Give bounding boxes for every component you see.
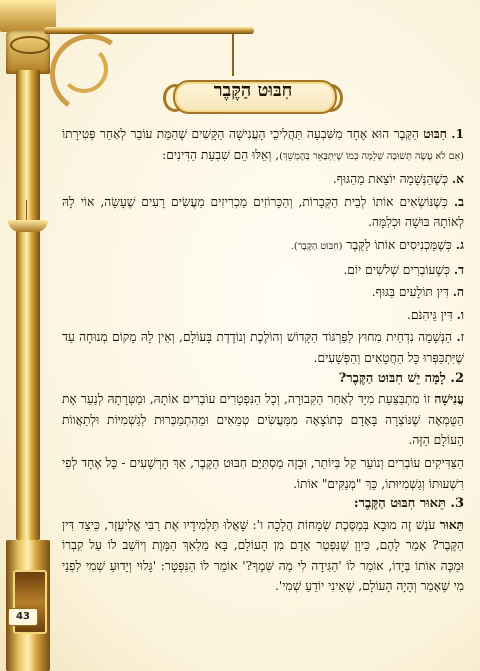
title-banner xyxy=(163,76,343,114)
list-label: ג. xyxy=(455,237,464,252)
section-3-lead-word: תֵּאוּר xyxy=(439,517,464,532)
section-1-intro xyxy=(62,124,464,167)
section-3-text: עֹנֶשׁ זֶה מוּבָא בְּמַסֶּכֶת שְׂמָחוֹת הֲלָכָה ו': שָׁאֲלוּ תַּלְמִידָיו אֶת רַבִּי אֱלִיעֶזֶר, כֵּיצַד דִּין הַקֶּבֶר? אָמַר לָהֶם, כֵּיוָן שֶׁנִּפְטַר אָדָם מִן הָעוֹלָם, בָּא מַלְאַךְ הַמָּוֶת וְיוֹשֵׁב לוֹ עַל קִבְרוֹ וּמַכֶּה אוֹתוֹ בְּיָדוֹ, אוֹמֵר לוֹ 'הַגִּידָה לִי מַה שְּׁמֶךָ?' אוֹמֵר לוֹ הַנִּפְטָר: 'גָּלוּי וְיָדוּעַ שְׁמִי לִפְנֵי מִי שֶׁאָמַר וְהָיָה הָעוֹלָם, שֶׁאֵינִי יוֹדֵעַ שְׁמִי'. xyxy=(62,517,464,594)
section-3-paragraph xyxy=(62,515,464,597)
pillar-shaft xyxy=(16,70,40,540)
list-text: הַנְּשָׁמָה נִדְחֵית מִחוּץ לַפַּרְגּוֹד הַקָּדוֹשׁ וְהוֹלֶכֶת וְנוֹדֶדֶת בָּעוֹלָם, וְאֵין לָהּ מָקוֹם מְנוּחָה עַד שֶׁיִּתְכַּפְּרוּ כָּל הַחֲטָאִים וְהַפְּשָׁעִים. xyxy=(62,330,464,365)
list-text: דִּין גֵּיהִנֹּם. xyxy=(407,307,453,322)
scale-pan-icon xyxy=(8,220,48,232)
section-3-heading: 3. תֵּאוּר חִבּוּט הַקֶּבֶר: xyxy=(353,496,464,512)
article-body xyxy=(62,124,464,597)
pillar-base xyxy=(6,540,50,671)
gold-pillar-decoration xyxy=(6,0,50,671)
scale-chain xyxy=(26,200,27,222)
page-title: חִבּוּט הַקֶּבֶר xyxy=(213,80,293,101)
section-1-text: הַקֶּבֶר הוּא אֶחָד מִשִּׁבְעָה תַּהֲלִיכֵי הָעֲנִישָׁה הַקָּשִׁים שֶׁהַמֵּת עוֹבֵר לְאַחַר פְּטִירָתוֹ xyxy=(62,127,419,141)
list-item xyxy=(62,192,464,233)
section-2-text: זוֹ מִתְבַּצַּעַת מִיָּד לְאַחַר הַקְּבוּרָה, וְכָל הַנִּפְטָרִים עוֹבְרִים אוֹתָהּ, וּמַטְּרָתָהּ לְנַעֵר אֶת הַטֻּמְאָה שֶׁנּוֹצְרָה בָּאָדָם כְּתוֹצָאָה מִמַּעֲשִׂים טְמֵאִים וּמֵהִתְמַכְּרוּת לְגַשְׁמִיּוֹת וּלְתַאֲווֹת הָעוֹלָם הַזֶּה. xyxy=(62,392,464,448)
list-text: כְּשֶׁהַנְּשָׁמָה יוֹצֵאת מֵהַגּוּף. xyxy=(332,172,449,187)
list-label: ו. xyxy=(456,307,464,322)
list-text: כְּשֶׁנּוֹשְׂאִים אוֹתוֹ לְבֵית הַקְּבָרוֹת, וְהַכָּרוֹזִים מַכְרִיזִים מַעֲשִׂים רָעִים שֶׁעָשָׂה, אוֹי לָהּ לְאוֹתָהּ בּוּשָׁה וּכְלִמָּה. xyxy=(62,194,464,230)
list-label: ד. xyxy=(453,262,464,277)
section-1-number: 1. xyxy=(451,127,465,141)
page-number: 43 xyxy=(8,608,38,626)
section-2-heading: 2. לָמָּה יֵשׁ חִבּוּט הַקֶּבֶר? xyxy=(338,370,464,386)
hanging-bracket-arm xyxy=(44,27,254,34)
list-label: ה. xyxy=(452,285,464,300)
section-1-note: (אִם לֹא עָשָׂה תְּשׁוּבָה שְׁלֵמָה כְּמוֹ שֶׁיִּתְבָּאֵר בְּהֶמְשֵׁךְ) xyxy=(279,150,464,162)
list-label: א. xyxy=(451,172,464,187)
section-1-lead-word: חִבּוּט xyxy=(423,127,447,141)
list-label: ז. xyxy=(456,330,464,345)
section-1-text-end: , וְאֵלּוּ הֵם שִׁבְעַת הַדִּינִים: xyxy=(162,147,280,162)
section-2-lead-word: עֲנִישָׁה xyxy=(434,392,465,407)
list-item xyxy=(62,305,464,326)
list-note: (חִבּוּט הַקֶּבֶר). xyxy=(290,240,343,252)
list-text: כְּשֶׁמַּכְנִיסִים אוֹתוֹ לַקֶּבֶר xyxy=(346,237,452,252)
section-2-paragraph xyxy=(62,389,464,451)
banner-hanger xyxy=(232,34,234,76)
list-item xyxy=(62,327,464,368)
list-item xyxy=(62,169,464,190)
list-label: ב. xyxy=(453,194,464,209)
section-2-paragraph-2: הַצַּדִּיקִים עוֹבְרִים וְנוֹעֵר קַל בְּיוֹתֵר, וּבָזֶה מַסְתַּיֵּם חִבּוּט הַקֶּבֶר, אַךְ הָרְשָׁעִים - כָּל אֶחָד לְפִי רִשְׁעוּתוֹ וְגַשְׁמִיּוּתוֹ, כַּךְ "מְנַקִּים" אוֹתוֹ. xyxy=(62,455,464,491)
list-text: דִּין תּוֹלָעִים בַּגּוּף. xyxy=(371,285,449,300)
list-text: כְּשֶׁעוֹבְרִים שְׁלֹשִׁים יוֹם. xyxy=(343,262,451,277)
bracket-scroll-ornament-inner xyxy=(60,45,108,93)
list-item xyxy=(62,282,464,303)
pillar-capital xyxy=(6,30,50,74)
list-item xyxy=(62,260,464,281)
list-item xyxy=(62,235,464,258)
